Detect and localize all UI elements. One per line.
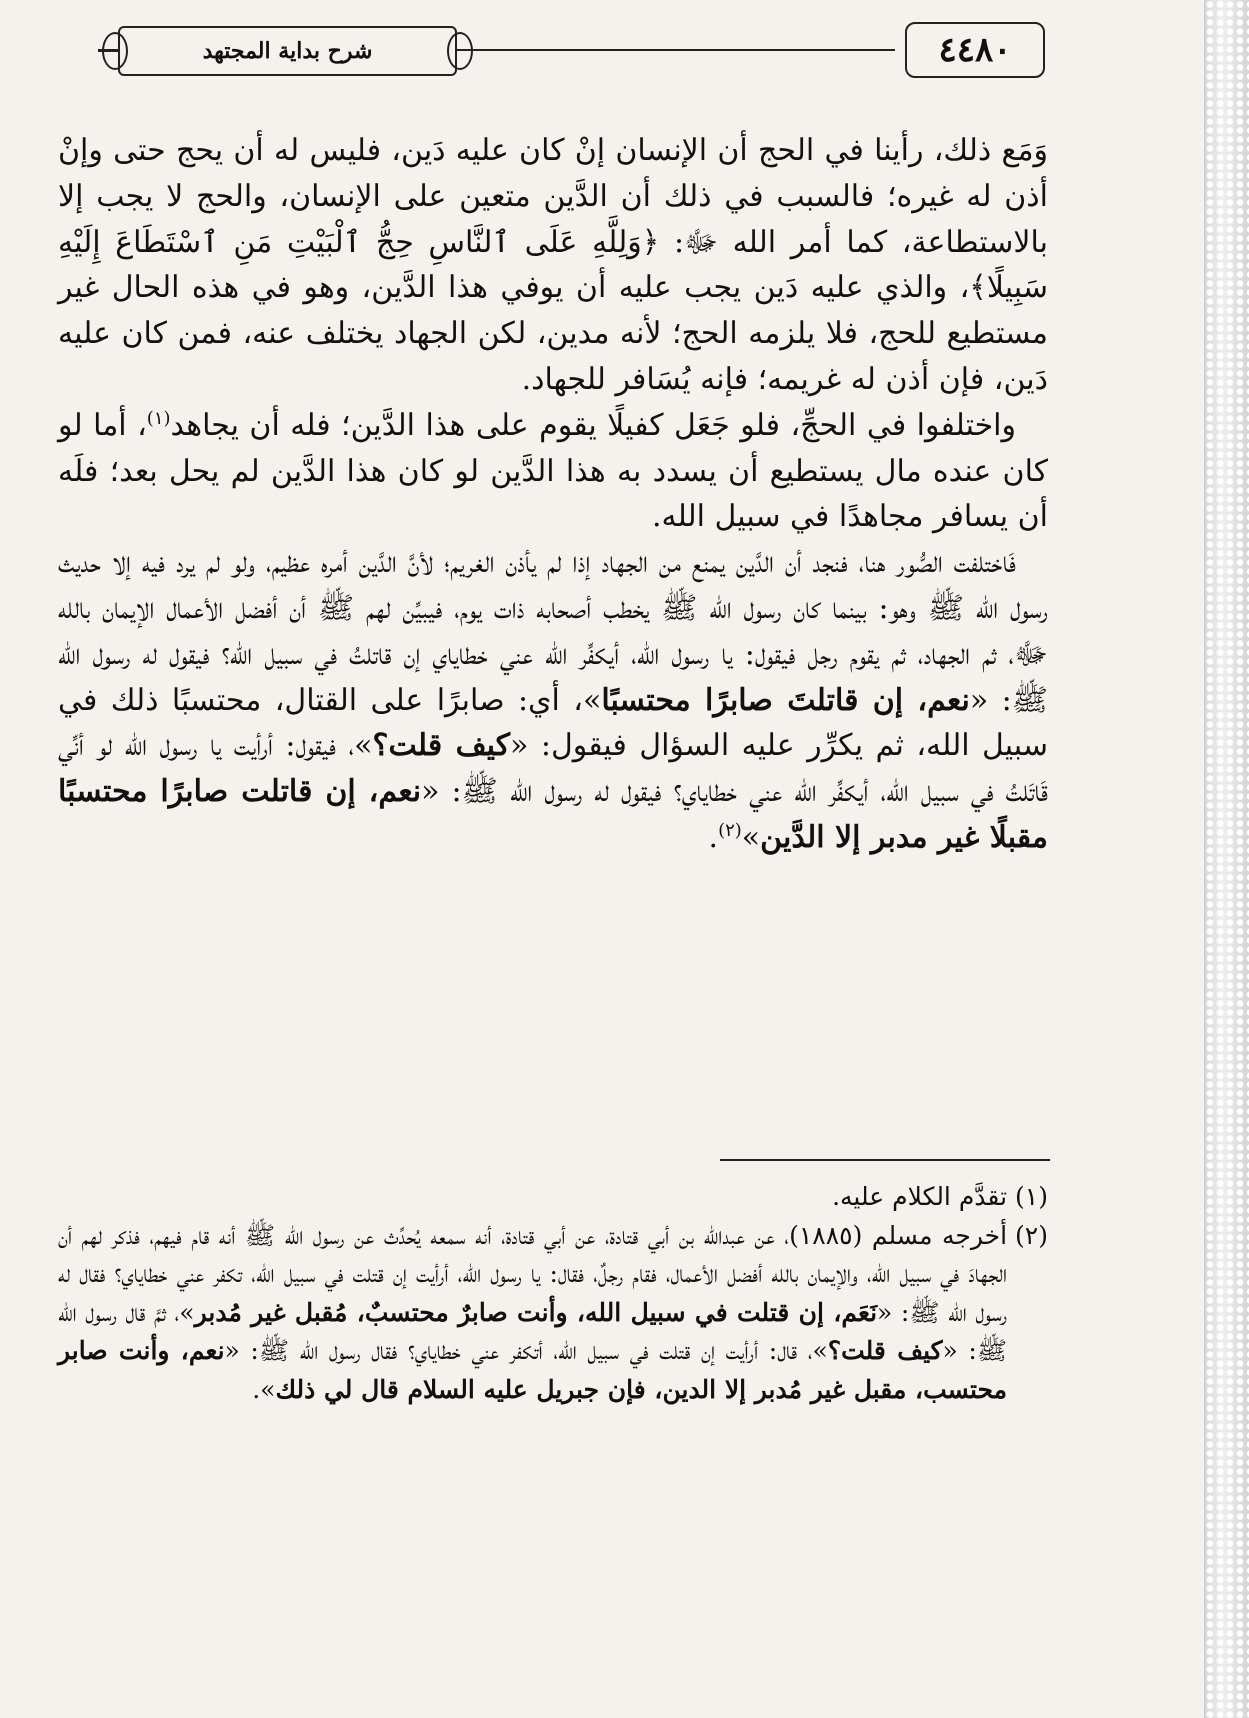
hadith-quote-1: نعم، إن قاتلتَ صابرًا محتسبًا (601, 682, 970, 718)
footnote-number: (١) (1015, 1182, 1048, 1211)
footnote-2 (58, 1217, 1048, 1410)
page-number-frame (905, 22, 1045, 78)
p3-text-e: » (741, 819, 761, 855)
page-number: ٤٤٨٠ (938, 30, 1012, 70)
paragraph-1 (58, 128, 1048, 403)
paragraph-3 (58, 540, 1048, 861)
p2-text-b: ، أما لو كان عنده مال يستطيع أن يسدد به هذا الدَّين لو كان هذا الدَّين لم يحل بعد؛ فلَه أن يسافر مجاهدًا في سبيل الله. (58, 407, 1048, 535)
footnote-ref-1[interactable]: (١) (146, 407, 171, 429)
p3-text-a: فَاختلفت الصُّور هنا، فنجد أن الدَّين يمنع من الجهاد إذا لم يأذن الغريم؛ لأنَّ الدَّين أمره عظيم، ولو لم يرد فيه إلا حديث رسول الله ﷺ وهو: بينما كان رسول الله ﷺ يخطب أصحابه ذات يوم، فيبيِّن لهم ﷺ أن أفضل الأعمال الإيمان بالله ﷻ، ثم الجهاد، ثم يقوم رجل فيقول: يا رسول الله، أيكفِّر الله عني خطاياي إن قاتلتُ في سبيل الله؟ فيقول له رسول الله ﷺ: « (58, 545, 1048, 718)
p3-text-d: »، فيقول: أرأيت يا رسول الله لو أنِّي قَاتَلتُ في سبيل الله، أيكفِّر الله عني خطاياي؟ فيقول له رسول الله ﷺ: « (58, 728, 1048, 810)
book-binding-edge (1204, 0, 1249, 1718)
footnote-1 (58, 1178, 1048, 1217)
p3-text-c: »، أي: صابرًا على القتال، محتسبًا ذلك في سبيل الله، ثم يكرِّر عليه السؤال فيقول: « (58, 682, 1048, 764)
footnotes (58, 1178, 1048, 1410)
paragraph-2 (58, 403, 1048, 540)
p3-end: . (708, 819, 719, 855)
fn2-quote-3: نعم، وأنت صابر محتسب، مقبل غير مُدبر إلا الدين، فإن جبريل عليه السلام قال لي ذلك (58, 1336, 1008, 1404)
p1-text-a: وَمَع ذلك، رأينا في الحج أن الإنسان إنْ كان عليه دَين، فليس له أن يحج حتى وإنْ أذن له غيره؛ فالسبب في ذلك أن الدَّين متعين على الإنسان، والحج لا يجب إلا بالاستطاعة، كما أمر الله ﷻ: (58, 133, 1048, 260)
fn2-quote-1: نَعَم، إن قتلت في سبيل الله، وأنت صابرٌ محتسبٌ، مُقبل غير مُدبر (194, 1297, 878, 1327)
main-text (58, 128, 1048, 861)
book-title-frame (118, 26, 457, 76)
quran-verse: ﴿وَلِلَّهِ عَلَى ٱلنَّاسِ حِجُّ ٱلْبَيْتِ مَنِ ٱسْتَطَاعَ إِلَيْهِ سَبِيلًا﴾ (58, 224, 1048, 306)
fn2-text-a: أخرجه مسلم (١٨٨٥)، عن عبدالله بن أبي قتادة، عن أبي قتادة، أنه سمعه يُحدِّث عن رسول الله ﷺ أنه قام فيهم، فذكر لهم أن الجهادَ في سبيل الله، والإيمان بالله أفضل الأعمال، فقام رجلٌ، فقال: يا رسول الله، أرأيت إن قتلت في سبيل الله، تكفر عني خطاياي؟ فقال له رسول الله ﷺ: « (58, 1220, 1008, 1327)
fn2-quote-2: كيف قلت؟ (827, 1336, 943, 1366)
fn2-text-c: »، قال: أرأيت إن قتلت في سبيل الله، أتكفر عني خطاياي؟ فقال رسول الله ﷺ: « (224, 1336, 828, 1366)
fn2-text-b: »، ثمَّ قال رسول الله ﷺ: « (58, 1297, 1008, 1366)
footnote-separator (720, 1159, 1050, 1161)
p1-text-b: ، والذي عليه دَين يجب عليه أن يوفي هذا الدَّين، وهو في هذه الحال غير مستطيع للحج، فلا يلزمه الحج؛ لأنه مدين، لكن الجهاد يختلف عنه، فمن كان عليه دَين، فإن أذن له غريمه؛ فإنه يُسَافر للجهاد. (58, 270, 1048, 397)
footnote-ref-2[interactable]: (٢) (718, 819, 742, 841)
fn2-text-d: ». (252, 1374, 276, 1404)
hadith-quote-2: كيف قلت؟ (372, 728, 510, 764)
page-header (40, 22, 1045, 76)
p2-text-a: واختلفوا في الحجِّ، فلو جَعَل كفيلًا يقوم على هذا الدَّين؛ فله أن يجاهد (170, 407, 1016, 443)
hadith-quote-3: نعم، إن قاتلت صابرًا محتسبًا مقبلًا غير مدبر إلا الدَّين (58, 774, 1048, 855)
book-title: شرح بداية المجتهد (202, 38, 373, 64)
footnote-text: تقدَّم الكلام عليه. (832, 1182, 1008, 1211)
footnote-text (58, 1217, 1007, 1410)
footnote-number: (٢) (1015, 1220, 1048, 1250)
